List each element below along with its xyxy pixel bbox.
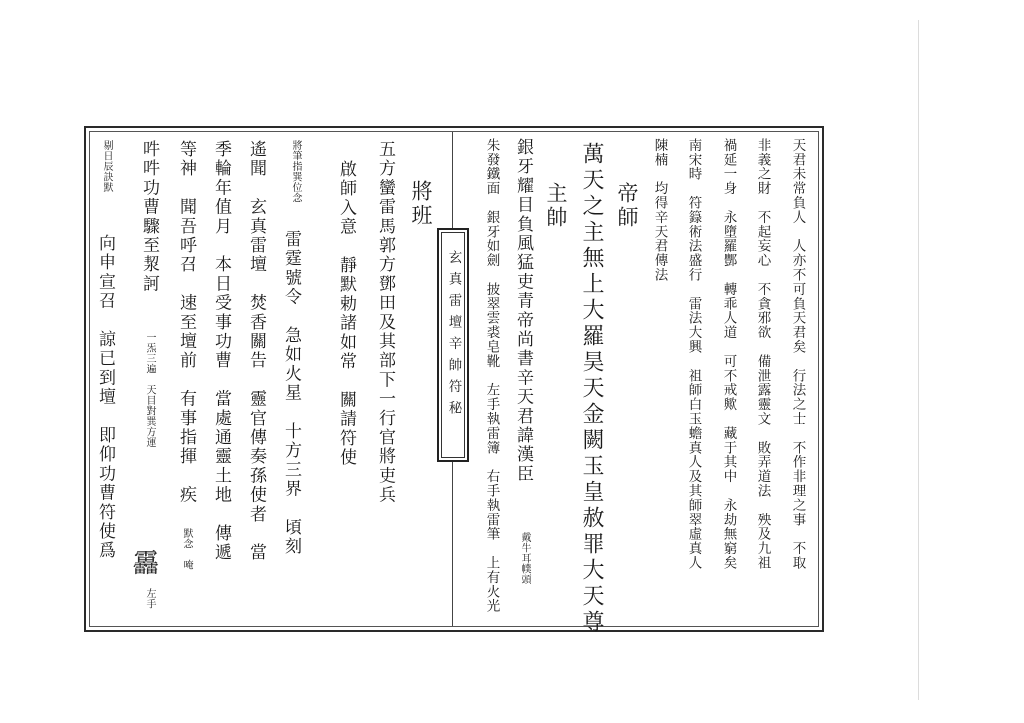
text-column-big1: 萬天之主無上大羅昊天金闕玉皇赦罪大天尊 — [579, 142, 604, 636]
text-column-l3: 雷霆號令 急如火星 十方三界 頃刻 — [281, 230, 301, 557]
heading-zhu-shuai: 主帥 — [544, 182, 568, 230]
heading-jiang-ban: 將班 — [409, 180, 433, 228]
text-column-r4: 南宋時 符籙術法盛行 雷法大興 祖師白玉蟾真人及其師翠虛真人 — [685, 138, 702, 570]
text-column-l8-note: 剔日辰訣默 — [101, 140, 112, 193]
page-edge — [918, 20, 919, 700]
text-column-l4: 遙聞 玄真雷壇 焚香關告 靈官傳奏孫使者 當 — [246, 140, 266, 563]
talisman-seal: 靐 — [132, 549, 159, 579]
text-column-l7-note2: 左手 — [144, 588, 155, 609]
text-column-r1: 天君未常負人 人亦不可負天君矣 行法之士 不作非理之事 不取 — [789, 138, 806, 570]
text-column-big2-note: 戴牛耳幞頭 — [519, 532, 530, 585]
text-column-l7-note: 一炁三遍 天目對巽方運 — [144, 332, 155, 448]
text-column-l7: 吽吽功曹驟至洯訶 — [139, 140, 159, 294]
text-column-big2: 銀牙耀目負風猛吏青帝尚書辛天君諱漢臣 — [513, 138, 533, 484]
fold-line-top — [452, 132, 453, 228]
text-column-r2: 非義之財 不起妄心 不貪邪欲 備泄露靈文 敗弄道法 殃及九祖 — [754, 138, 771, 570]
text-column-l8: 向申宣召 諒已到壇 即仰功曹符使爲 — [95, 234, 115, 561]
text-column-r3: 禍延一身 永墮羅酆 轉乖人道 可不戒歟 藏于其中 永劫無窮矣 — [720, 138, 737, 570]
fold-line-bottom — [452, 462, 453, 626]
text-column-l6-note: 默念 唵 — [181, 528, 192, 570]
text-column-l6: 等神 聞吾呼召 速至壇前 有事指揮 疾 — [176, 140, 196, 505]
text-column-l2: 啟師入意 靜默勅諸如常 關請符使 — [336, 160, 356, 468]
book-title: 玄真雷壇辛帥符秘 — [445, 250, 462, 422]
text-column-l1: 五方蠻雷馬郭方鄧田及其部下一行官將吏兵 — [375, 140, 395, 505]
text-column-r6: 朱發鐵面 銀牙如劍 披翠雲裘皂靴 左手執雷簿 右手執雷筆 上有火光 — [483, 138, 500, 614]
text-column-l5: 季輪年值月 本日受事功曹 當處通靈土地 傳遞 — [211, 140, 231, 563]
text-column-r5: 陳楠 均得辛天君傳法 — [651, 138, 668, 282]
heading-di-shi: 帝師 — [615, 182, 639, 230]
text-column-l3-note: 將筆指巽位念 — [290, 140, 301, 203]
